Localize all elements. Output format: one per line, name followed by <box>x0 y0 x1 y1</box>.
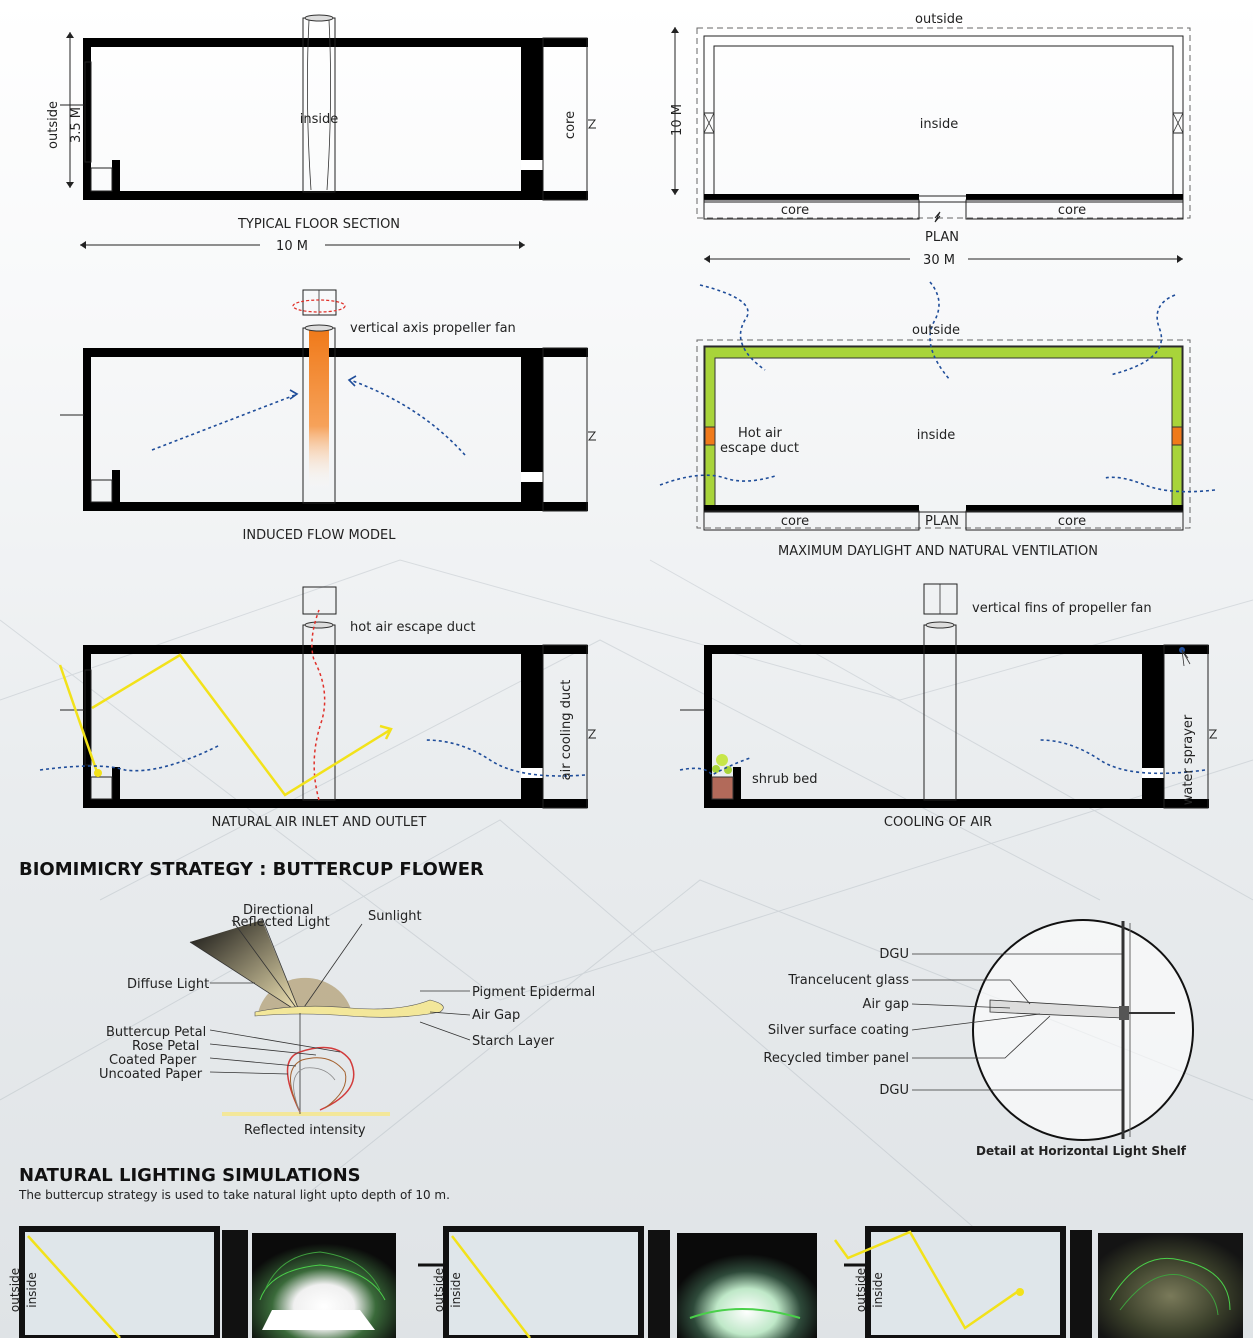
detail-label-1: DGU <box>879 947 909 962</box>
bio-airgap: Air Gap <box>472 1008 521 1023</box>
vent-inside: inside <box>916 428 956 443</box>
bio-intensity: Reflected intensity <box>244 1123 366 1138</box>
lighting-heading: NATURAL LIGHTING SIMULATIONS <box>19 1165 361 1186</box>
sim3-outside: outside <box>854 1267 868 1313</box>
bio-reflected: Reflected Light <box>232 915 330 930</box>
simulation-2 <box>418 1229 817 1338</box>
induced-flow-section <box>60 290 596 543</box>
natural-caption: NATURAL AIR INLET AND OUTLET <box>211 815 427 830</box>
detail-title: Detail at Horizontal Light Shelf <box>975 1144 1187 1158</box>
plan-top <box>670 12 1190 268</box>
biomimicry-heading: BIOMIMICRY STRATEGY : BUTTERCUP FLOWER <box>19 859 484 880</box>
cooling-sprayer-label: water sprayer <box>1181 714 1196 806</box>
plan-caption: PLAN <box>925 230 959 245</box>
bio-starch: Starch Layer <box>472 1034 555 1049</box>
vent-outside: outside <box>912 323 960 338</box>
typical-core: core <box>563 110 578 140</box>
bio-pigment: Pigment Epidermal <box>472 985 596 1000</box>
typical-height: 3.5 M <box>69 106 84 144</box>
bio-diffuse: Diffuse Light <box>127 977 210 992</box>
vent-duct-line1: Hot air <box>738 426 782 441</box>
natural-duct-label: hot air escape duct <box>350 620 476 635</box>
sim2-outside: outside <box>432 1267 446 1313</box>
typical-width: 10 M <box>276 239 308 254</box>
plan-inside: inside <box>919 117 959 132</box>
detail-label-5: Recycled timber panel <box>763 1051 909 1066</box>
bio-rose: Rose Petal <box>132 1039 200 1054</box>
bio-coated: Coated Paper <box>109 1053 197 1068</box>
induced-fan-label: vertical axis propeller fan <box>350 321 516 336</box>
vent-plan: PLAN <box>925 514 959 529</box>
bio-buttercup: Buttercup Petal <box>106 1025 207 1040</box>
typical-inside: inside <box>299 112 339 127</box>
plan-outside: outside <box>915 12 963 27</box>
plan-width: 30 M <box>923 253 955 268</box>
plan-ventilation <box>660 282 1215 559</box>
vent-caption: MAXIMUM DAYLIGHT AND NATURAL VENTILATION <box>778 544 1098 559</box>
bio-uncoated: Uncoated Paper <box>99 1067 203 1082</box>
light-shelf-detail <box>763 920 1193 1158</box>
lighting-subtitle: The buttercup strategy is used to take natural light upto depth of 10 m. <box>19 1188 450 1202</box>
detail-label-4: Silver surface coating <box>767 1023 909 1038</box>
plan-core-left: core <box>780 203 810 218</box>
detail-label-3: Air gap <box>862 997 909 1012</box>
detail-label-2: Trancelucent glass <box>788 973 909 988</box>
simulation-3 <box>835 1229 1243 1338</box>
sim2-inside: inside <box>449 1272 463 1308</box>
simulation-1 <box>8 1229 396 1338</box>
natural-air-section <box>40 587 596 830</box>
cooling-caption: COOLING OF AIR <box>883 815 993 830</box>
cooling-fins-label: vertical fins of propeller fan <box>972 601 1152 616</box>
typical-floor-section <box>46 15 596 254</box>
cooling-shrub-label: shrub bed <box>752 772 818 787</box>
plan-height: 10 M <box>670 104 685 136</box>
natural-cooling-label: air cooling duct <box>559 679 574 781</box>
sim1-outside: outside <box>8 1267 22 1313</box>
cooling-section <box>680 584 1217 830</box>
sim1-inside: inside <box>25 1272 39 1308</box>
buttercup-diagram <box>99 903 595 1138</box>
detail-label-6: DGU <box>879 1083 909 1098</box>
bio-directional: Directional <box>243 903 314 918</box>
typical-caption: TYPICAL FLOOR SECTION <box>237 217 401 232</box>
sim3-inside: inside <box>871 1272 885 1308</box>
plan-core-right: core <box>1057 203 1087 218</box>
vent-duct-line2: escape duct <box>720 441 800 456</box>
vent-core-left: core <box>780 514 810 529</box>
typical-outside: outside <box>46 101 61 149</box>
bio-sunlight: Sunlight <box>368 909 422 924</box>
vent-core-right: core <box>1057 514 1087 529</box>
induced-caption: INDUCED FLOW MODEL <box>242 528 396 543</box>
